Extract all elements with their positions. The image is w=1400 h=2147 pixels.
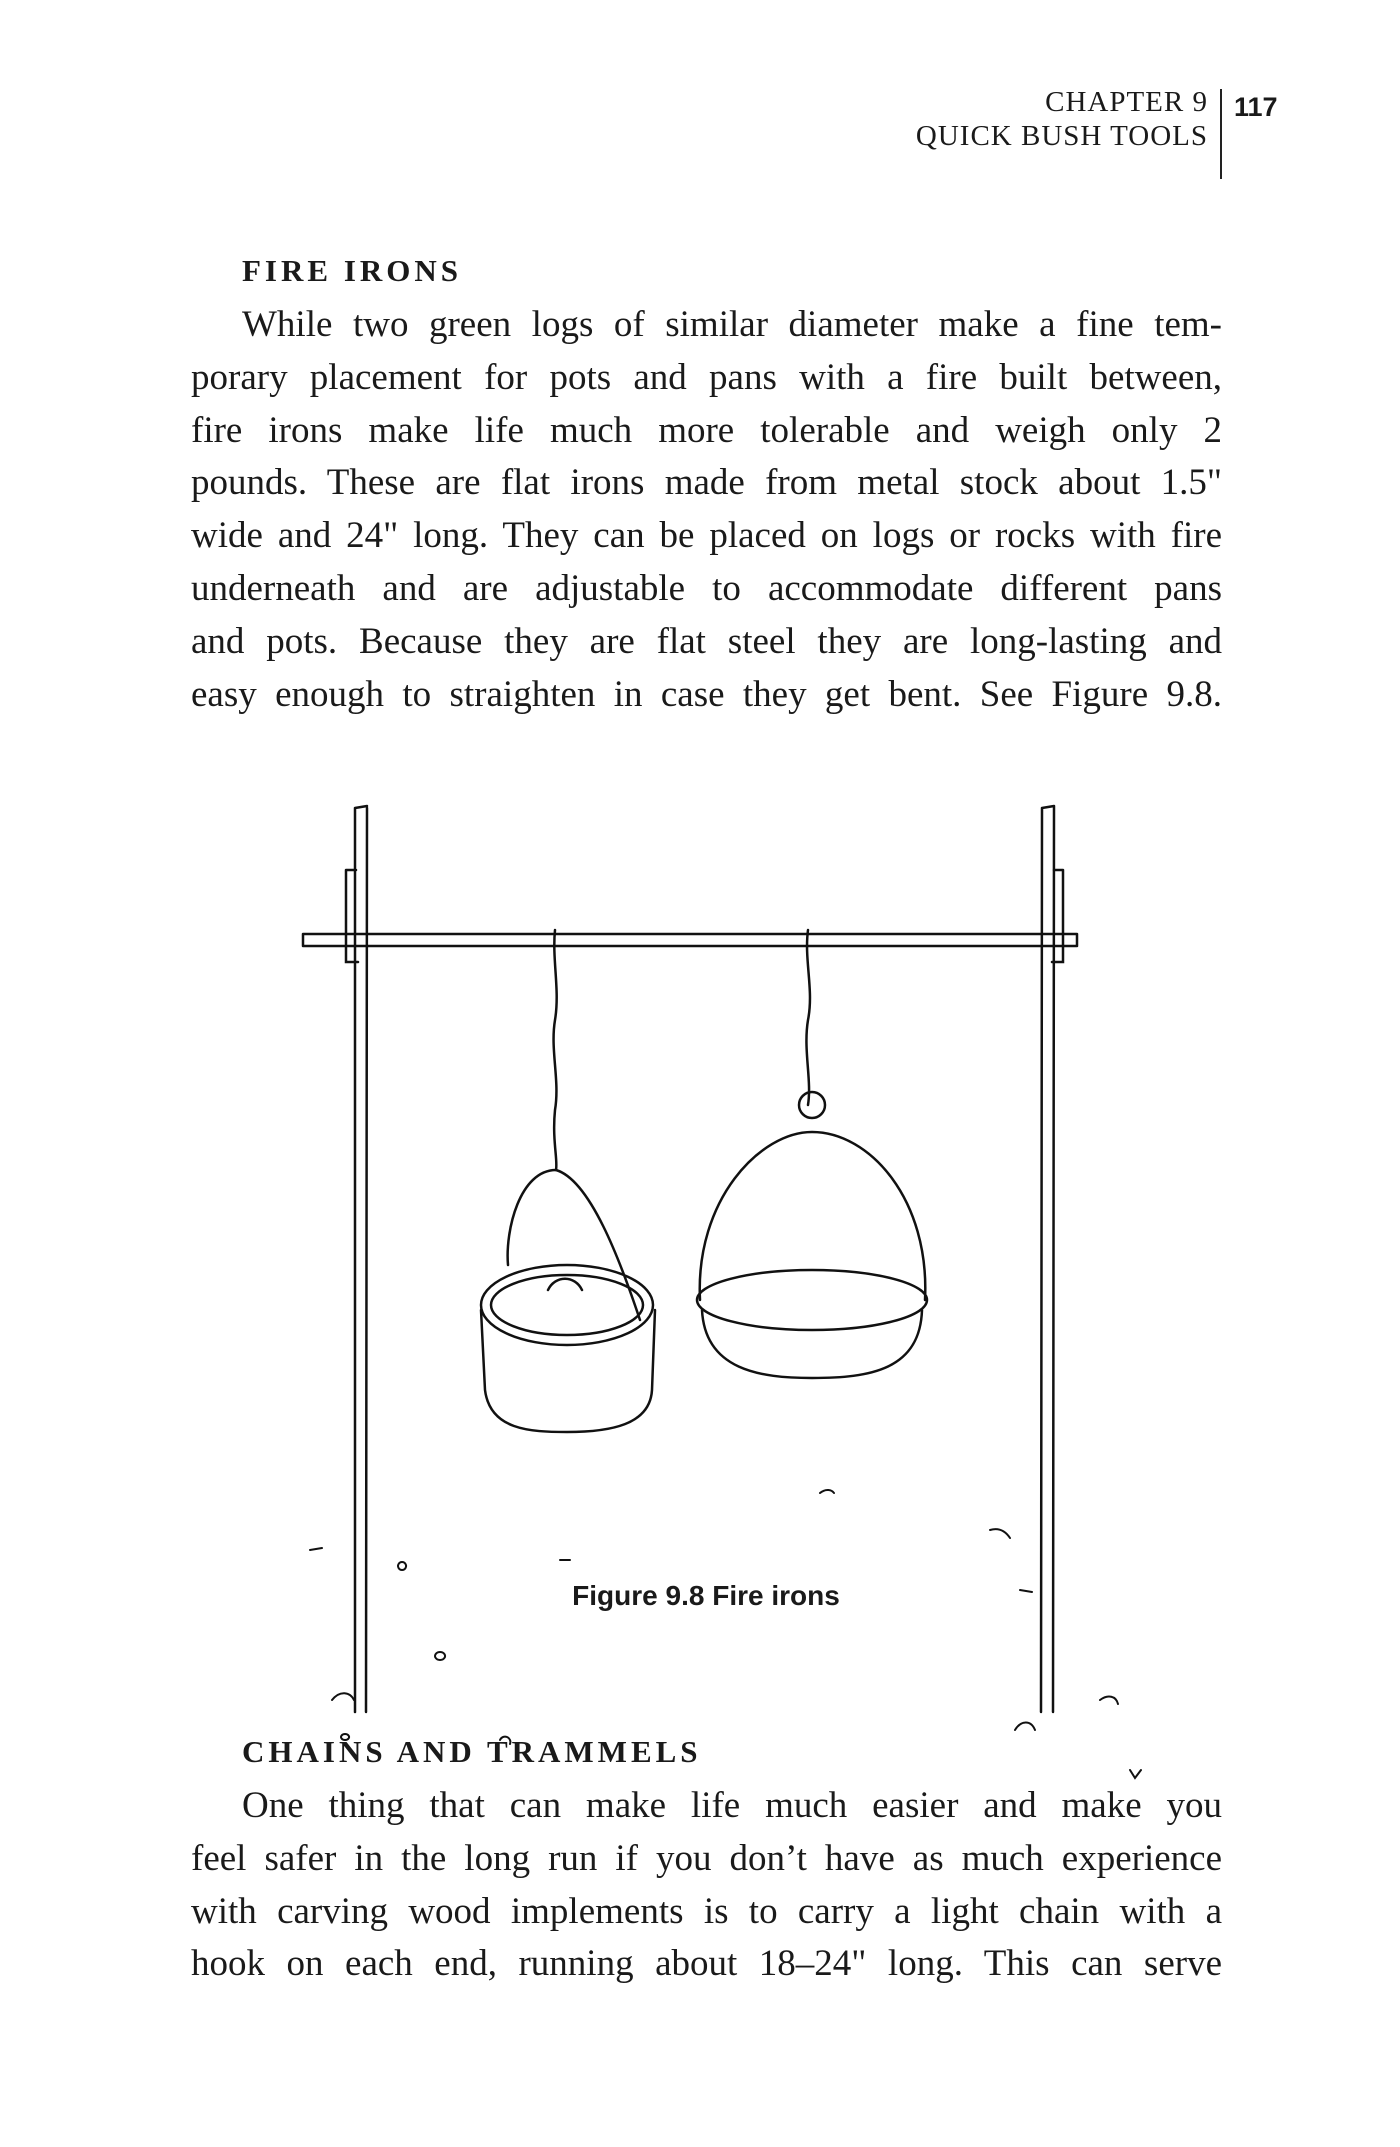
text-line bbox=[191, 1942, 1222, 1985]
section-heading-fire-irons: FIRE IRONS bbox=[242, 253, 463, 288]
text-line-content: fire irons make life much more tolerable and weigh only 2 bbox=[191, 409, 1222, 451]
text-line-content: underneath and are adjustable to accommodate different pans bbox=[191, 568, 1222, 609]
right-chain-hook bbox=[799, 930, 825, 1118]
text-line-content: porary placement for pots and pans with a fire built between, bbox=[191, 356, 1222, 398]
figure-caption: Figure 9.8 Fire irons bbox=[572, 1580, 840, 1611]
section-heading-chains-and-trammels: CHAINS AND TRAMMELS bbox=[242, 1734, 702, 1769]
text-line-content: with carving wood implements is to carry a light chain with a bbox=[191, 1890, 1222, 1932]
crossbar bbox=[303, 934, 1077, 946]
text-line-content: hook on each end, running about 18–24" long. This can serve bbox=[191, 1943, 1222, 1985]
right-iron-stake bbox=[1041, 806, 1063, 1712]
text-line-content: and pots. Because they are flat steel they are long-lasting and bbox=[191, 620, 1222, 662]
text-line-content: easy enough to straighten in case they get bent. See Figure 9.8. bbox=[191, 673, 1222, 715]
running-header-chapter: CHAPTER 9 bbox=[1045, 86, 1208, 118]
text-line-content: pounds. These are flat irons made from metal stock about 1.5" bbox=[191, 462, 1222, 504]
text-line-content: wide and 24" long. They can be placed on logs or rocks with fire bbox=[191, 515, 1222, 557]
left-iron-stake bbox=[346, 806, 367, 1712]
left-chain-hook bbox=[554, 930, 557, 1170]
text-line-content: feel safer in the long run if you don’t have as much experience bbox=[191, 1837, 1222, 1879]
page-number: 117 bbox=[1234, 92, 1278, 122]
text-line-content: While two green logs of similar diameter make a fine tem- bbox=[242, 304, 1222, 345]
text-line-content: One thing that can make life much easier and make you bbox=[242, 1785, 1222, 1826]
running-header-title: QUICK BUSH TOOLS bbox=[915, 120, 1208, 152]
text-line bbox=[242, 1784, 1222, 1827]
pan bbox=[697, 1132, 927, 1378]
text-line bbox=[191, 1890, 1222, 1933]
text-line bbox=[191, 1837, 1222, 1880]
dutch-oven bbox=[481, 1170, 655, 1432]
